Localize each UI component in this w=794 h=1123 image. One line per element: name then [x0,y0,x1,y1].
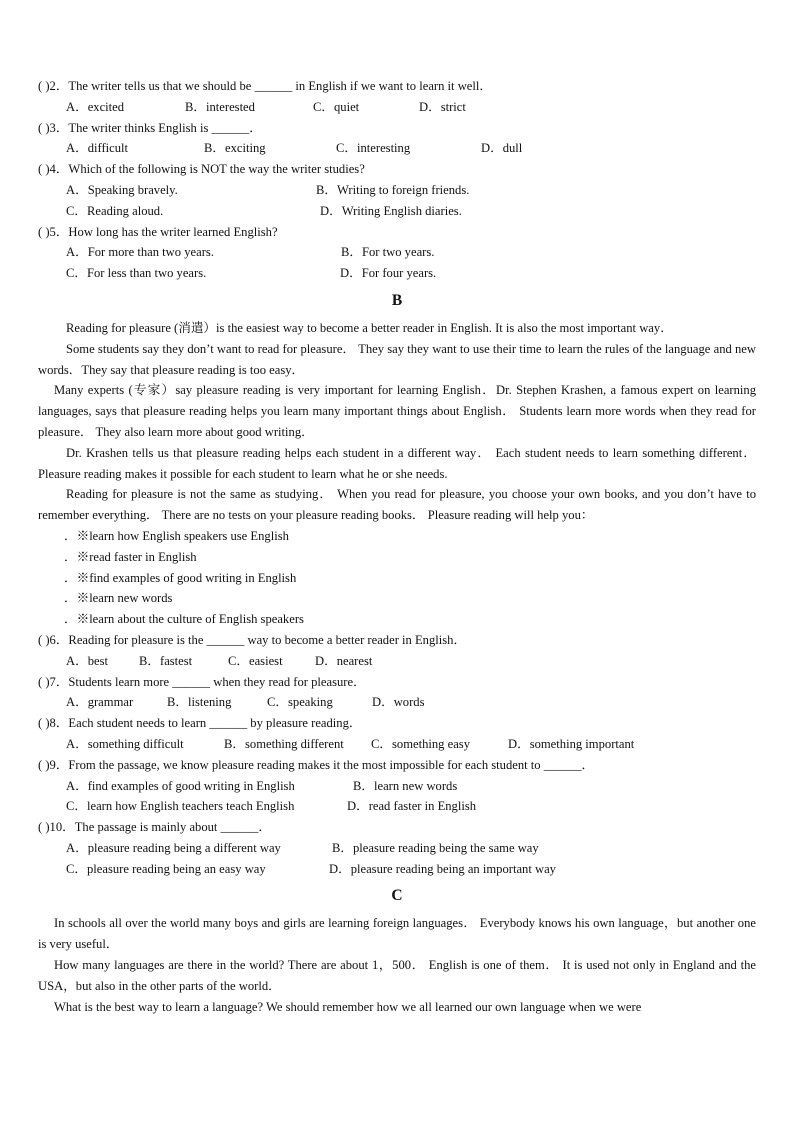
option-d: D．read faster in English [347,799,477,814]
option-c: C．speaking [267,695,333,710]
passage-paragraph: Reading for pleasure (消遣）is the easiest way to become a better reader in English. It is also the most important way． [66,320,673,335]
list-item: ．※read faster in English [64,549,197,564]
option-row [38,838,756,859]
question-5 [38,222,756,284]
option-c: C．Reading aloud. [66,203,164,218]
option-d: D．Writing English diaries. [320,203,462,218]
option-a: A．find examples of good writing in English [66,778,295,793]
option-d: D．words [372,695,425,710]
option-c: C．something easy [371,736,470,751]
option-row [38,180,756,201]
question-2 [38,76,756,118]
option-c: C．For less than two years. [66,266,207,281]
question-stem: ( )2．The writer tells us that we should be ______ in English if we want to learn it well． [38,79,492,93]
option-a: A．something difficult [66,736,184,751]
option-row [38,138,756,159]
question-stem: ( )5．How long has the writer learned English? [38,224,278,239]
option-c: C．pleasure reading being an easy way [66,861,266,876]
question-stem: ( )10．The passage is mainly about ______． [38,820,271,835]
option-c: C．easiest [228,653,283,668]
option-a: A．excited [66,99,125,114]
option-row [38,201,756,222]
question-6 [38,630,756,672]
option-row [38,263,756,284]
question-stem: ( )7．Students learn more ______ when they read for pleasure． [38,674,366,689]
passage-paragraph: Many experts (专家）say pleasure reading is very important for learning English．Dr. Stephen Krashen, a famous expert on learning languages, says that pleasure reading helps you learn many important things about English． Students learn more words when they read for pleasure． They also learn more about good writing． [38,383,756,439]
question-8 [38,713,756,755]
option-b: B．exciting [204,141,266,156]
option-a: A．For more than two years. [66,245,214,260]
option-a: A．best [66,653,108,668]
option-c: C．quiet [313,99,360,114]
passage-paragraph: In schools all over the world many boys and girls are learning foreign languages． Everybody knows his own language，but another one is very useful． [38,916,756,952]
option-d: D．For four years. [340,266,437,281]
option-b: B．interested [185,99,255,114]
passage-paragraph: How many languages are there in the world? There are about 1，500． English is one of them． It is used not only in England and the USA，but also in the other parts of the world． [38,958,756,993]
option-d: D．something important [508,736,635,751]
option-b: B．fastest [139,653,193,668]
option-row [38,97,756,118]
list-item: ．※learn new words [64,591,173,606]
option-row [38,859,756,880]
option-c: C．interesting [336,141,411,156]
option-b: B．listening [167,695,232,710]
option-d: D．pleasure reading being an important way [329,861,556,876]
option-a: A．Speaking bravely. [66,182,178,197]
question-stem: ( )8．Each student needs to learn ______ by pleasure reading． [38,716,362,731]
passage-paragraph: Dr. Krashen tells us that pleasure reading helps each student in a different way． Each student needs to learn something different．Pleasure reading makes it possible for each student to learn what he or she needs. [38,445,756,481]
option-row [38,242,756,263]
list-item: ．※learn how English speakers use English [64,528,289,543]
option-b: B．pleasure reading being the same way [332,840,539,855]
question-9 [38,755,756,817]
option-d: D．strict [419,99,466,114]
option-a: A．grammar [66,695,134,710]
question-stem: ( )6．Reading for pleasure is the ______ way to become a better reader in English． [38,632,467,647]
option-a: A．difficult [66,141,129,156]
question-10 [38,817,756,879]
option-row [38,796,756,817]
question-3 [38,118,756,160]
question-4 [38,159,756,221]
question-7 [38,672,756,714]
passage-paragraph: What is the best way to learn a language? We should remember how we all learned our own language when we were [54,999,642,1014]
passage-paragraph: Some students say they don’t want to read for pleasure． They say they want to use their time to learn the rules of the language and new words．They say that pleasure reading is too easy． [38,341,756,377]
section-heading-b: B [391,291,403,309]
list-item: ．※find examples of good writing in English [64,570,297,585]
question-stem: ( )9．From the passage, we know pleasure reading makes it the most impossible for each student to ______． [38,757,595,772]
option-c: C．learn how English teachers teach English [66,799,295,814]
option-row [38,692,756,713]
option-row [38,776,756,797]
option-b: B．learn new words [353,778,458,793]
option-a: A．pleasure reading being a different way [66,840,281,855]
passage-paragraph: Reading for pleasure is not the same as studying． When you read for pleasure, you choose your own books, and you don’t have to remember everything． There are no tests on your pleasure reading books． Pleasure reading will help you： [38,487,756,523]
option-b: B．For two years. [341,245,435,260]
option-row [38,734,756,755]
worksheet-page [38,76,756,1017]
question-stem: ( )3．The writer thinks English is ______． [38,120,262,135]
option-d: D．dull [481,141,523,156]
section-heading-c: C [391,887,403,905]
question-stem: ( )4．Which of the following is NOT the way the writer studies? [38,162,365,177]
option-d: D．nearest [315,653,373,668]
list-item: ．※learn about the culture of English speakers [64,612,304,627]
option-b: B．Writing to foreign friends. [316,182,470,197]
option-row [38,651,756,672]
option-b: B．something different [224,736,344,751]
